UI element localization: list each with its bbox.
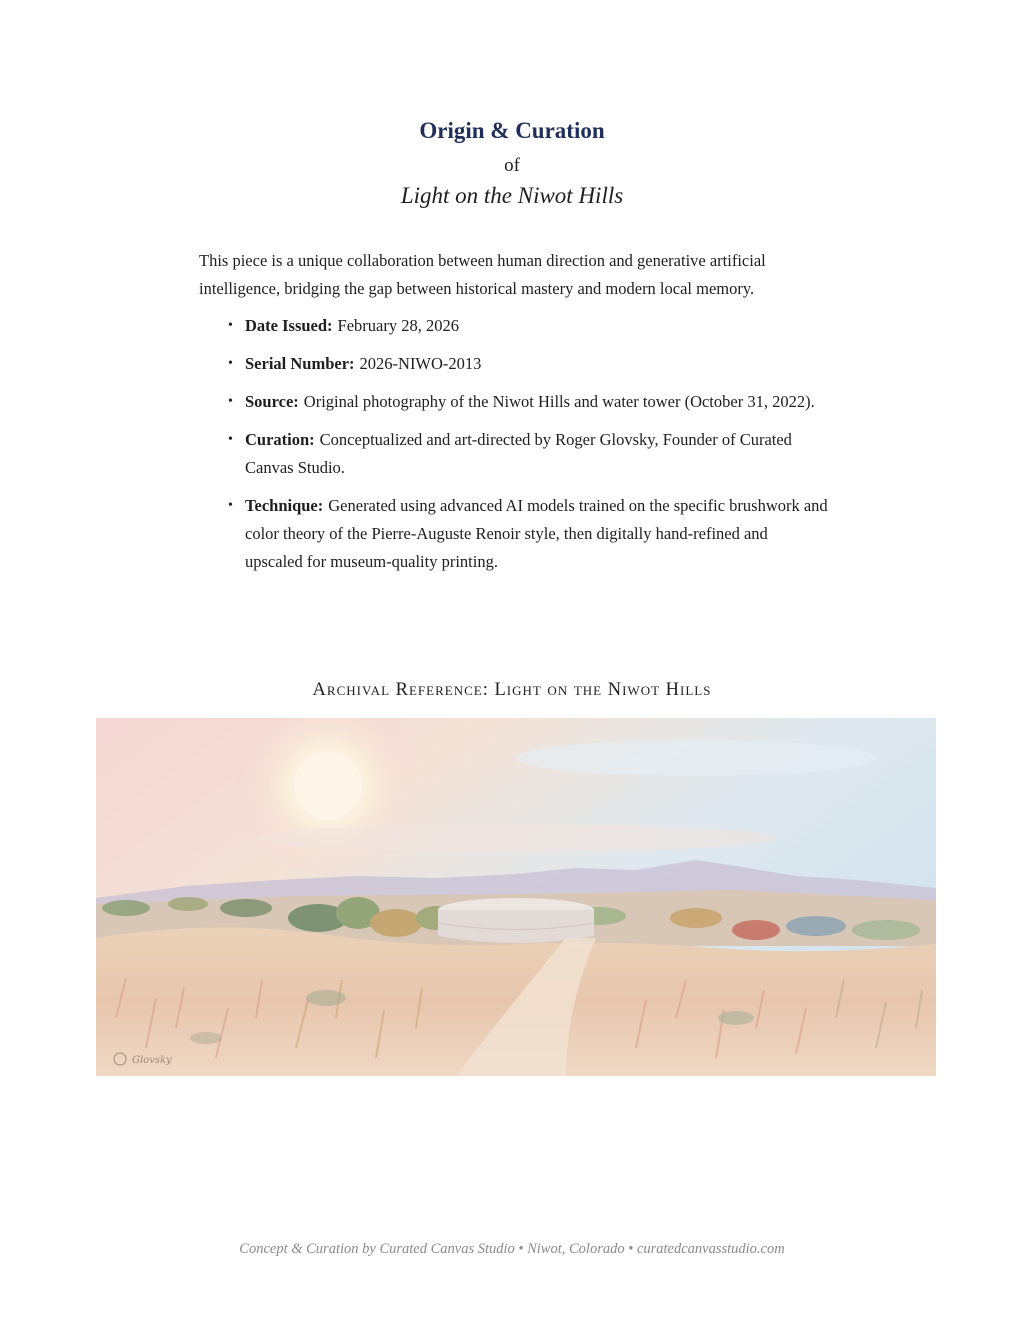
detail-value: Conceptualized and art-directed by Roger Glovsky, Founder of Curated Canvas Studio.	[245, 430, 792, 477]
intro-paragraph: This piece is a unique collaboration between human direction and generative artificial intelligence, bridging the gap between historical mastery and modern local memory.	[199, 251, 766, 298]
detail-technique	[216, 492, 828, 576]
detail-label: Technique:	[245, 496, 324, 515]
detail-value: 2026-NIWO-2013	[359, 354, 482, 373]
detail-value: Generated using advanced AI models trained on the specific brushwork and color theory of the Pierre-Auguste Renoir style, then digitally hand-refined and upscaled for museum-quality printing.	[245, 496, 828, 571]
artwork-image	[96, 718, 936, 1076]
bullet-icon: •	[228, 498, 233, 513]
details-list	[216, 312, 828, 586]
detail-value: Original photography of the Niwot Hills and water tower (October 31, 2022).	[303, 392, 815, 411]
archival-caption: Archival Reference: Light on the Niwot Hills	[312, 680, 712, 700]
title-connector: of	[504, 155, 520, 176]
detail-curation	[216, 426, 828, 482]
bullet-icon: •	[228, 318, 233, 333]
water-tower	[438, 898, 594, 943]
detail-label: Source:	[245, 392, 299, 411]
svg-text:Glovsky: Glovsky	[132, 1055, 172, 1066]
detail-label: Date Issued:	[245, 316, 333, 335]
bullet-icon: •	[228, 394, 233, 409]
detail-value: February 28, 2026	[337, 316, 459, 335]
detail-serial-number	[216, 350, 828, 378]
sun	[294, 752, 362, 820]
footer-credit: Concept & Curation by Curated Canvas Studio • Niwot, Colorado • curatedcanvasstudio.com	[239, 1241, 785, 1257]
page-title: Origin & Curation	[419, 118, 605, 143]
bullet-icon: •	[228, 356, 233, 371]
artwork-title: Light on the Niwot Hills	[400, 183, 624, 208]
bullet-icon: •	[228, 432, 233, 447]
detail-date-issued	[216, 312, 828, 340]
detail-source	[216, 388, 828, 416]
detail-label: Curation:	[245, 430, 315, 449]
detail-label: Serial Number:	[245, 354, 355, 373]
